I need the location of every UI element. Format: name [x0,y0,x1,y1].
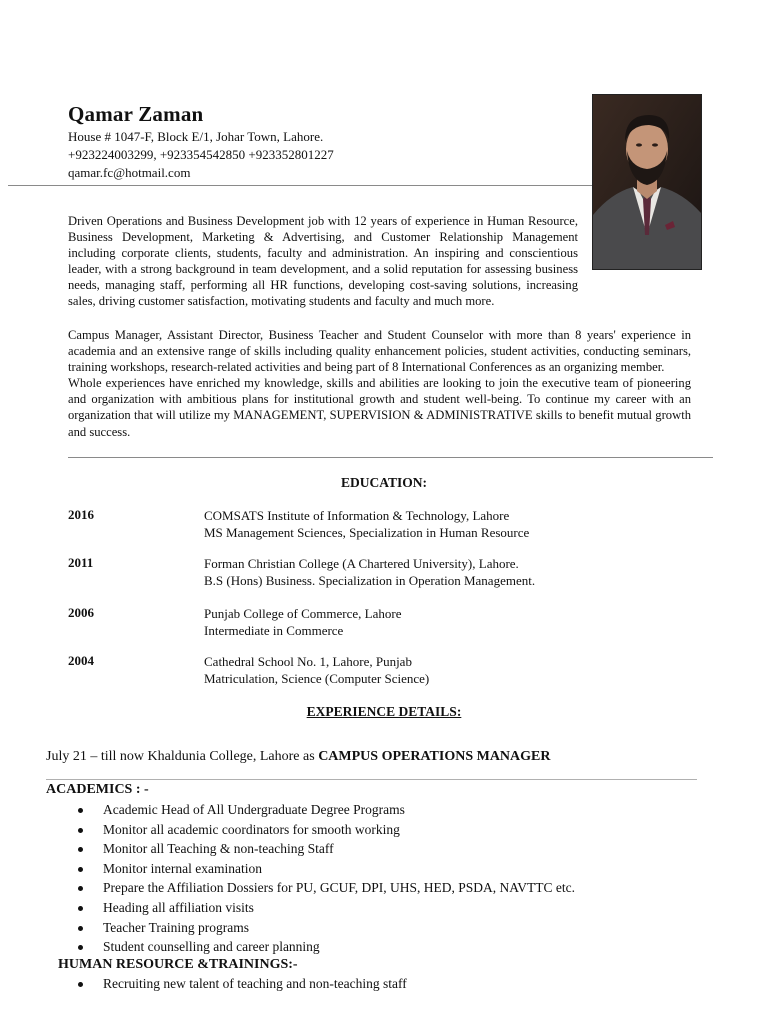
bullet-icon [78,867,83,872]
experience-heading: EXPERIENCE DETAILS: [306,704,462,719]
degree-name: MS Management Sciences, Specialization in Human Resource [204,525,530,540]
address: House # 1047-F, Block E/1, Johar Town, Lahore. [68,129,324,144]
list-item [0,820,768,840]
list-item-text: Academic Head of All Undergraduate Degree Programs [103,802,405,817]
list-item [0,974,768,994]
education-entry [204,653,429,687]
hr-list [0,974,768,994]
degree-name: B.S (Hons) Business. Specialization in Operation Management. [204,573,536,588]
summary-paragraphs [68,327,691,440]
job-line [46,749,551,765]
education-year: 2011 [68,555,94,570]
list-item-text: Teacher Training programs [103,919,250,935]
list-item [0,878,768,898]
list-item [0,918,768,938]
phone-numbers: +923224003299, +923354542850 +923352801227 [68,147,334,162]
job-period-and-employer: July 21 – till now Khaldunia College, Lahore as [46,749,319,764]
institution-name: Cathedral School No. 1, Lahore, Punjab [204,654,412,669]
bullet-icon [78,828,83,833]
list-item [0,839,768,859]
list-item-text: Recruiting new talent of teaching and non-teaching staff [103,976,407,991]
summary-text-2: Campus Manager, Assistant Director, Business Teacher and Student Counselor with more than 8 years' experience in academia and an extensive range of skills including quality enhancement policies, student activities, conducting seminars, training workshops, research-related activities and being part of 8 International Conferences as an organizing member. [68,328,691,375]
summary-text-3: Whole experiences have enriched my knowledge, skills and abilities are looking to join the executive team of pioneering and organization with ambitious plans for institutional growth and student well-being. To continue my career with an organization that will utilize my MANAGEMENT, SUPERVISION & ADMINISTRATIVE skills to benefit mutual growth and success. [68,376,691,439]
list-item-text: Student counselling and career planning [103,939,320,955]
bullet-icon [78,847,83,852]
education-entry [204,555,535,589]
bullet-icon [78,926,83,931]
summary-text-1: Driven Operations and Business Development job with 12 years of experience in Human Resource, Business Development, Marketing & Advertising, and Customer Relationship Management including corporate clients, students, faculty and administration. An inspiring and conscientious leader, with a strong background in team development, and a solid reputation for assessing business needs, managing staff, performing all HR functions, developing cost-saving solutions, increasing sales, driving customer satisfaction, motivating students and faculty and much more. [68,214,578,309]
academics-list [0,800,768,957]
education-year: 2004 [68,653,94,668]
job-title: CAMPUS OPERATIONS MANAGER [318,749,551,764]
list-item-text: Monitor all academic coordinators for smooth working [103,821,400,837]
bullet-icon [78,982,83,987]
education-year: 2016 [68,507,94,522]
candidate-name: Qamar Zaman [68,102,204,126]
bullet-icon [78,945,83,950]
degree-name: Matriculation, Science (Computer Science) [204,671,430,686]
hr-title: HUMAN RESOURCE &TRAININGS:- [58,957,298,972]
education-entry [204,507,529,541]
list-item-text: Monitor internal examination [103,860,262,876]
list-item [0,937,768,957]
bullet-icon [78,886,83,891]
bullet-icon [78,808,83,813]
institution-name: COMSATS Institute of Information & Technology, Lahore [204,508,510,523]
list-item-text: Heading all affiliation visits [103,899,254,915]
email-address: qamar.fc@hotmail.com [68,165,191,180]
institution-name: Punjab College of Commerce, Lahore [204,606,402,621]
bullet-icon [78,906,83,911]
education-heading: EDUCATION: [340,475,427,490]
education-entry [204,605,401,639]
academics-title: ACADEMICS : - [46,782,149,797]
summary-divider [68,457,713,458]
list-item [0,898,768,918]
profile-photo [592,94,702,270]
list-item [0,800,768,820]
institution-name: Forman Christian College (A Chartered University), Lahore. [204,556,519,571]
list-item-text: Prepare the Affiliation Dossiers for PU, GCUF, DPI, UHS, HED, PSDA, NAVTTC etc. [103,880,576,896]
list-item-text: Monitor all Teaching & non-teaching Staff [103,841,334,857]
education-year: 2006 [68,605,94,620]
header-divider [8,185,592,186]
list-item [0,859,768,879]
experience-divider [46,779,697,780]
summary-paragraph-1 [68,213,578,310]
degree-name: Intermediate in Commerce [204,623,344,638]
